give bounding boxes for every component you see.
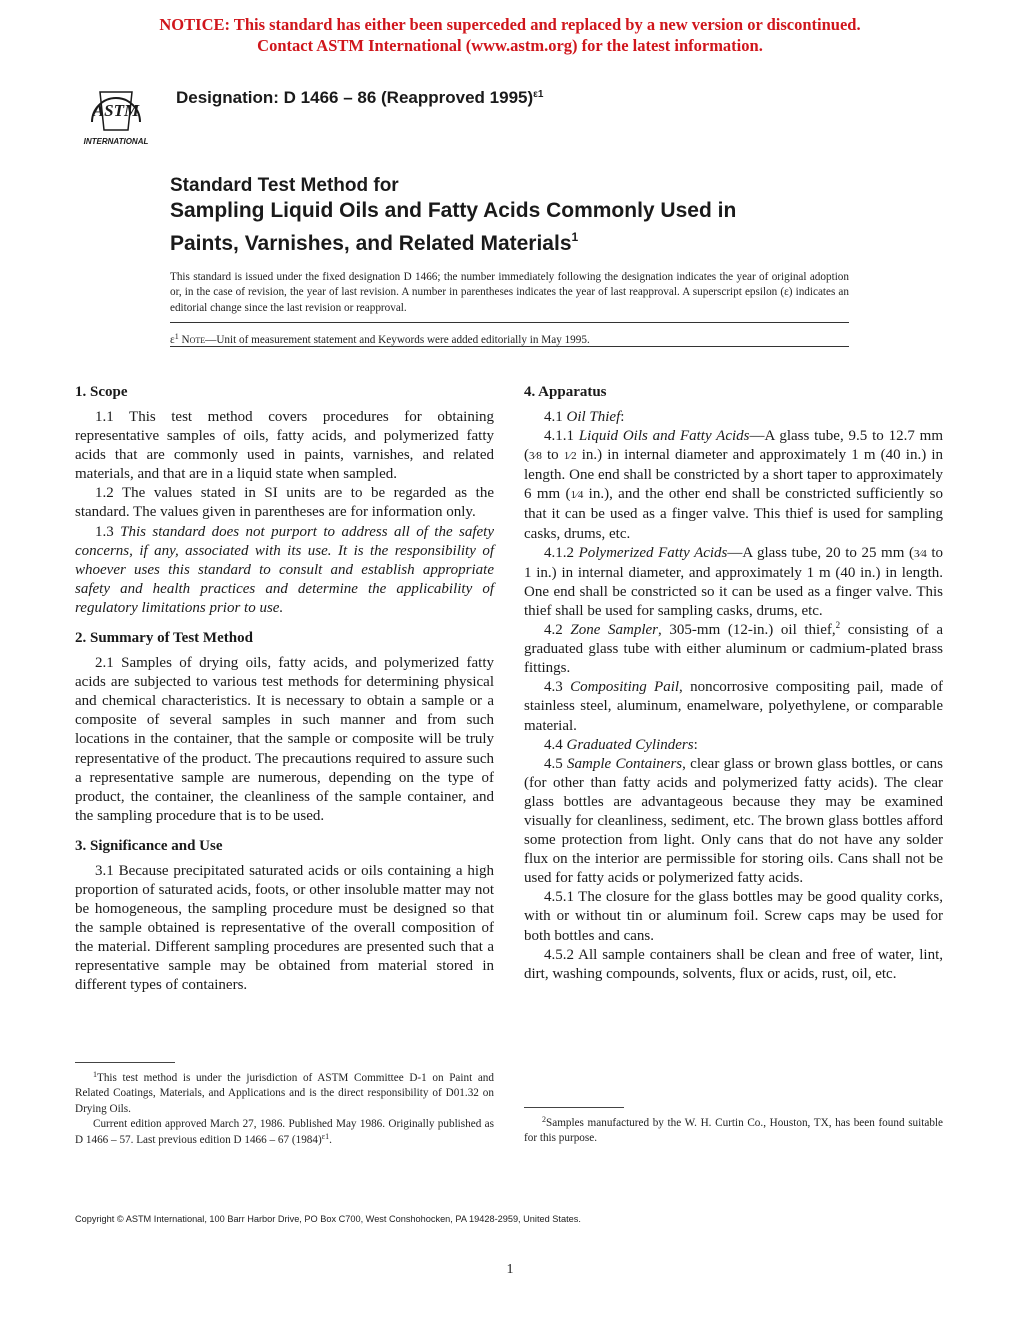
- para-1-3: [75, 523, 494, 618]
- para-4-1-1-term: Liquid Oils and Fatty Acids: [578, 428, 750, 445]
- designation-superscript: ε1: [533, 89, 544, 100]
- section-significance-heading: 3. Significance and Use: [75, 837, 223, 854]
- para-4-1-num: 4.1: [544, 409, 563, 425]
- fraction-1-4: 1⁄4: [570, 489, 584, 502]
- title-line-3: [170, 224, 850, 257]
- designation: [176, 88, 543, 108]
- para-4-1-1-c: in.) in internal diameter and approximately 1 m (40 in.) in length. One end shall be constricted by a short taper to approximately 6 mm (: [524, 447, 943, 503]
- footnote-1-para-2: [75, 1117, 494, 1148]
- para-4-2-num: 4.2: [544, 622, 563, 639]
- para-4-5-term: Sample Containers: [567, 755, 683, 772]
- footnote-1: [75, 1071, 494, 1148]
- editorial-note-sup: 1: [174, 332, 179, 341]
- copyright-line: Copyright © ASTM International, 100 Barr Harbor Drive, PO Box C700, West Conshohocken, PA 19428-2959, United States.: [75, 1214, 581, 1224]
- para-4-2-a: , 305-mm (12-in.) oil thief,: [658, 622, 836, 639]
- footnote-rule-left: [75, 1062, 175, 1063]
- para-4-4: 4.4 Graduated Cylinders:: [544, 736, 698, 753]
- editorial-note-epsilon: ε: [170, 334, 175, 346]
- logo-subtitle: INTERNATIONAL: [83, 137, 149, 146]
- fraction-3-4: 3⁄4: [913, 547, 927, 560]
- para-4-1-1-num: 4.1.1: [544, 428, 574, 445]
- para-4-1-2: [524, 544, 943, 621]
- footnote-2-text: Samples manufactured by the W. H. Curtin Co., Houston, TX, has been found suitable for this purpose.: [524, 1117, 943, 1145]
- supersede-notice: [0, 14, 1020, 56]
- para-4-1: 4.1 Oil Thief:: [544, 409, 625, 425]
- notice-line-1: NOTICE: This standard has either been superceded and replaced by a new version or discontinued.: [159, 15, 861, 34]
- para-4-1-1: [524, 427, 943, 544]
- para-4-4-num: 4.4: [544, 736, 563, 753]
- para-4-1-2-term: Polymerized Fatty Acids: [578, 544, 728, 561]
- para-4-3-text: , noncorrosive compositing pail, made of stainless steel, aluminum, enamelware, polyethylene, or comparable material.: [524, 679, 943, 734]
- notice-line-2: Contact ASTM International (www.astm.org) for the latest information.: [257, 36, 763, 55]
- para-1-3-text: This standard does not purport to address all of the safety concerns, if any, associated with its use. It is the responsibility of whoever uses this standard to consult and establish appropriate safety and health practices and determine the applicability of regulatory limitations prior to use.: [75, 523, 495, 616]
- fraction-3-8: 3⁄8: [529, 450, 542, 463]
- para-1-2: 1.2 The values stated in SI units are to be regarded as the standard. The values given in parentheses are for information only.: [75, 485, 494, 521]
- editorial-note: [170, 330, 849, 347]
- footnote-1-edition-sup: ε1: [321, 1131, 330, 1141]
- footnote-1-edition-end: .: [329, 1133, 332, 1146]
- right-column: [524, 384, 943, 984]
- para-4-1-1-a: —A glass tube, 9.5 to 12.7 mm (: [524, 428, 943, 464]
- para-4-3: [524, 678, 943, 735]
- para-4-5-text: , clear glass or brown glass bottles, or cans (for other than fatty acids and polymerized fatty acids). The clear glass bottles are advantageous because they may be examined visually for cleanliness, sediment, etc. The brown glass bottles afford some protection from light. Only cans that do not have any solder flux on the interior are permissible for storing oils. Cans shall not be used for fatty acids or polymerized fatty acids.: [524, 755, 943, 887]
- para-4-2-term: Zone Sampler: [570, 622, 659, 639]
- para-4-3-num: 4.3: [544, 679, 563, 696]
- title-line-1: Standard Test Method for: [170, 175, 399, 196]
- editorial-note-label: Note: [181, 334, 206, 346]
- para-4-5-num: 4.5: [544, 755, 563, 772]
- document-title: [170, 174, 850, 257]
- astm-logo: [70, 76, 162, 148]
- issuance-statement: This standard is issued under the fixed designation D 1466; the number immediately following the designation indicates the year of original adoption or, in the case of revision, the year of last revision. A number in parentheses indicates the year of last reapproval. A superscript epsilon (ε) indicates an editorial change since the last revision or reapproval.: [170, 271, 849, 314]
- para-4-1-2-b: to 1 in.) in internal diameter, and approximately 1 m (40 in.) in length. One end shall be constricted so it can be used as a finger valve. This thief shall be used for sampling casks, drums, etc.: [524, 544, 944, 619]
- para-4-1-1-b: to: [541, 447, 564, 464]
- footnote-2-marker: 2: [542, 1115, 546, 1124]
- para-4-2: [524, 621, 943, 678]
- para-2-1: 2.1 Samples of drying oils, fatty acids, and polymerized fatty acids are subjected to various test methods for determining physical and chemical characteristics. It is necessary to obtain a sample or a composite of several samples in such manner and from such locations in the container, that the sample or composite will be truly representative of the product. The precautions required to assure such a representative sample are numerous, depending on the type of product, the container, the cleanliness of the sample container, and the sampling procedure that is to be used.: [75, 655, 494, 824]
- footnote-1-marker: 1: [93, 1070, 97, 1079]
- title-line-3-text: Paints, Varnishes, and Related Materials: [170, 232, 572, 255]
- para-4-5-2: 4.5.2 All sample containers shall be clean and free of water, lint, dirt, washing compounds, solvents, flux or acids, rust, oil, etc.: [524, 946, 943, 982]
- header-rule-bottom: [170, 346, 849, 347]
- header-rule-top: [170, 322, 849, 323]
- para-3-1: 3.1 Because precipitated saturated acids or oils containing a high proportion of saturated acids, foots, or other insoluble matter may not be homogeneous, the sampling procedure must be designed so that the sample obtained is representative of the overall composition of the material. Different sampling procedures are presented such that a representative sample may be obtained from material stored in different types of containers.: [75, 862, 494, 994]
- footnote-2-ref: 2: [835, 620, 841, 631]
- title-line-2: Sampling Liquid Oils and Fatty Acids Commonly Used in: [170, 199, 737, 222]
- para-4-5-1: 4.5.1 The closure for the glass bottles may be good quality corks, with or without tin or aluminum foil. Screw caps may be used for both bottles and cans.: [524, 889, 943, 944]
- footnote-rule-right: [524, 1107, 624, 1108]
- para-1-3-num: 1.3: [95, 523, 114, 540]
- section-summary-heading: 2. Summary of Test Method: [75, 630, 253, 647]
- para-4-1-term: Oil Thief: [566, 409, 621, 425]
- logo-letters: ASTM: [92, 101, 140, 120]
- section-apparatus-heading: 4. Apparatus: [524, 384, 607, 400]
- footnote-1-edition: Current edition approved March 27, 1986. Published May 1986. Originally published as D 1466 – 57. Last previous edition D 1466 – 67 (1984): [75, 1118, 494, 1146]
- page-number: 1: [506, 1262, 514, 1277]
- section-scope-heading: 1. Scope: [75, 384, 128, 400]
- para-4-1-1-d: in.), and the other end shall be constricted sufficiently so that it can be used as a finger valve. This thief is used for sampling casks, drums, etc.: [524, 486, 943, 542]
- para-4-3-term: Compositing Pail: [570, 679, 680, 696]
- footnote-2-para: [524, 1116, 943, 1147]
- para-4-2-b: consisting of a graduated glass tube with either aluminum or cadmium-plated brass fittings.: [524, 622, 944, 677]
- footnote-2: [524, 1116, 943, 1147]
- designation-text: Designation: D 1466 – 86 (Reapproved 1995): [176, 88, 534, 107]
- para-4-5: [524, 755, 943, 889]
- footnote-1-text: This test method is under the jurisdiction of ASTM Committee D-1 on Paint and Related Coatings, Materials, and Applications and is the direct responsibility of D01.32 on Drying Oils.: [75, 1072, 494, 1115]
- footnote-1-para-1: [75, 1071, 494, 1117]
- left-column: [75, 384, 494, 996]
- para-4-1-2-num: 4.1.2: [544, 544, 574, 561]
- editorial-note-text: —Unit of measurement statement and Keywords were added editorially in May 1995.: [205, 334, 590, 346]
- fraction-1-2: 1⁄2: [563, 450, 577, 463]
- title-footnote-ref: 1: [571, 230, 579, 244]
- para-1-1: 1.1 This test method covers procedures for obtaining representative samples of oils, fatty acids, and polymerized fatty acids that are commonly used in paints, varnishes, and related materials, and that are in a liquid state when sampled.: [75, 409, 494, 483]
- para-4-1-2-a: —A glass tube, 20 to 25 mm (: [727, 544, 914, 561]
- para-4-4-term: Graduated Cylinders: [566, 736, 694, 753]
